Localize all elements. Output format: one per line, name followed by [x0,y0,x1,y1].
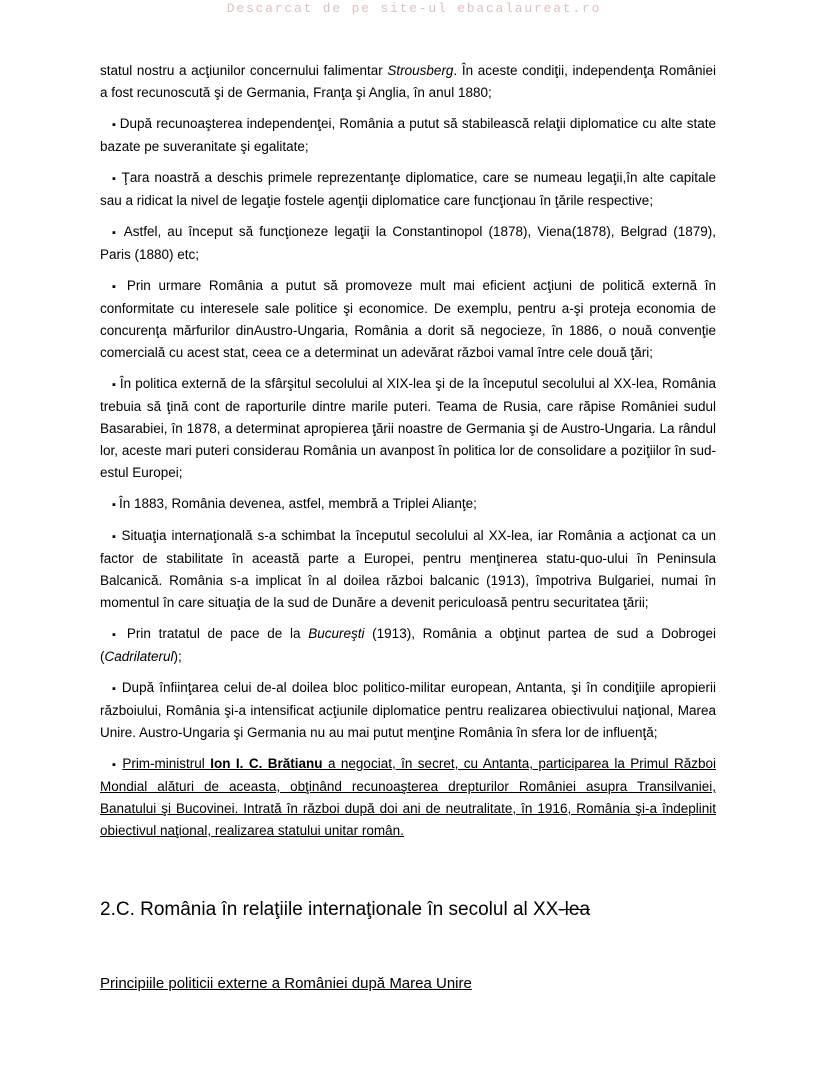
text-segment: În politica externă de la sfârşitul secolului al XIX-lea şi de la începutul secolului al XX-lea, România trebuia să ţină cont de raporturile dintre marile puteri. Teama de Rusia, care răpise României sudul Basarabiei, în 1878, a determinat apropierea ţării noastre de Germania şi de Austro-Ungaria. La rândul lor, aceste mari puteri considerau România un avanpost în politica lor de consolidare a poziţiilor în sud-estul Europei; [100,376,716,480]
text-segment: . În aceste condiţii, independenţa României a fost recunoscută şi de Germania, Franţa şi Anglia, în anul 1880; [100,63,716,100]
bullet-paragraph [100,623,716,668]
text-segment: În 1883, România devenea, astfel, membră a Triplei Alianţe; [118,496,477,511]
paragraph-text [100,170,716,208]
bullet-square-icon: ▪ [112,629,127,641]
watermark-text: Descarcat de pe site-ul ebacalaureat.ro [226,1,602,16]
paragraph-text [119,496,477,511]
bullet-square-icon: ▪ [112,227,124,239]
text-segment: statul nostru a acţiunilor concernului falimentar [100,63,388,78]
bullet-paragraph [100,221,716,266]
document-content [100,60,716,994]
paragraph-text [100,626,716,664]
paragraph-text [100,376,716,480]
text-segment: Cadrilaterul [104,649,174,664]
bullet-square-icon: ▪ [112,759,123,771]
bullet-paragraph [100,525,716,614]
bullet-square-icon: ▪ [112,281,127,293]
bullet-paragraph [100,373,716,484]
bullet-paragraph [100,113,716,158]
text-segment: Situaţia internaţională s-a schimbat la începutul secolului al XX-lea, iar România a acţionat ca un factor de stabilitate în această parte a Europei, pentru menţinerea statu-quo-ului în Peninsula Balcanică. România s-a implicat în al doilea război balcanic (1913), împotriva Bulgariei, numai în momentul în care situaţia de la sud de Dunăre a devenit periculoasă pentru securitatea ţării; [100,528,716,610]
text-segment: Astfel, au început să funcţioneze legaţii la Constantinopol (1878), Viena(1878), Belgrad (1879), Paris (1880) etc; [100,224,716,262]
bullet-square-icon: ▪ [112,173,122,185]
text-segment: Bucureşti [308,626,365,641]
section-heading [100,898,716,922]
paragraph-text [100,680,716,740]
text-segment: Prim-ministrul [122,756,211,771]
bullet-square-icon: ▪ [112,683,122,695]
paragraph-text [100,278,716,360]
bullet-paragraph [100,493,716,516]
text-segment: ); [173,649,182,664]
text-segment: a negociat, în secret, cu Antanta, participarea la Primul Război Mondial alături de aceasta, obţinând recunoaşterea drepturilor României asupra Transilvaniei, Banatului şi Bucovinei. Intrată în război după doi ani de neutralitate, în 1916, România şi-a îndeplinit obiectivul naţional, realizarea statului unitar român. [100,756,717,838]
bullet-paragraph [100,753,716,842]
text-segment: Ţara noastră a deschis primele reprezentanţe diplomatice, care se numeau legaţii,în alte capitale sau a ridicat la nivel de legaţie fostele agenţii diplomatice care funcţionau în ţările respective; [100,170,716,208]
bullet-square-icon: ▪ [112,119,120,131]
bullet-square-icon: ▪ [112,499,119,511]
bullet-paragraph [100,677,716,744]
text-segment: Strousberg [387,63,454,78]
text-segment: Prin urmare România a putut să promoveze mult mai eficient acţiuni de politică externă în conformitate cu interesele sale politice şi economice. De exemplu, pentru a-şi proteja economia de concurenţa mărfurilor dinAustro-Ungaria, România a dorit să negocieze, în 1886, o nouă convenţie comercială cu acest stat, ceea ce a determinat un adevărat război vamal între cele două ţări; [100,278,716,360]
paragraph-text [100,528,716,610]
bullet-paragraph [100,167,716,212]
subsection-heading: Principiile politicii externe a României după Marea Unire [100,975,472,992]
paragraph-text [100,116,716,154]
paragraph-text [100,756,716,838]
text-segment: Ion I. C. Brătianu [210,756,323,771]
document-body [100,60,716,842]
text-segment: (1913), România a obţinut partea de sud a Dobrogei ( [100,626,716,664]
text-segment: Prin tratatul de pace de la [126,626,309,641]
paragraph-text [100,63,716,100]
text-segment: După recunoaşterea independenţei, România a putut să stabilească relaţii diplomatice cu alte state bazate pe suveranitate şi egalitate; [100,116,716,154]
text-segment: După înfiinţarea celui de-al doilea bloc politico-militar european, Antanta, şi în condiţiile apropierii războiului, România şi-a intensificat acţiunile diplomatice pentru realizarea obiectivului naţional, Marea Unire. Austro-Ungaria şi Germania nu au mai putut menţine România în sfera lor de influenţă; [100,680,716,740]
paragraph-text [100,224,716,262]
paragraph [100,60,716,104]
section-heading-main: 2.C. România în relaţiile internaţionale în secolul al XX [100,899,559,920]
section-heading-struck-text: -lea [558,899,591,920]
bullet-paragraph [100,275,716,364]
bullet-square-icon: ▪ [112,531,122,543]
bullet-square-icon: ▪ [112,379,120,391]
